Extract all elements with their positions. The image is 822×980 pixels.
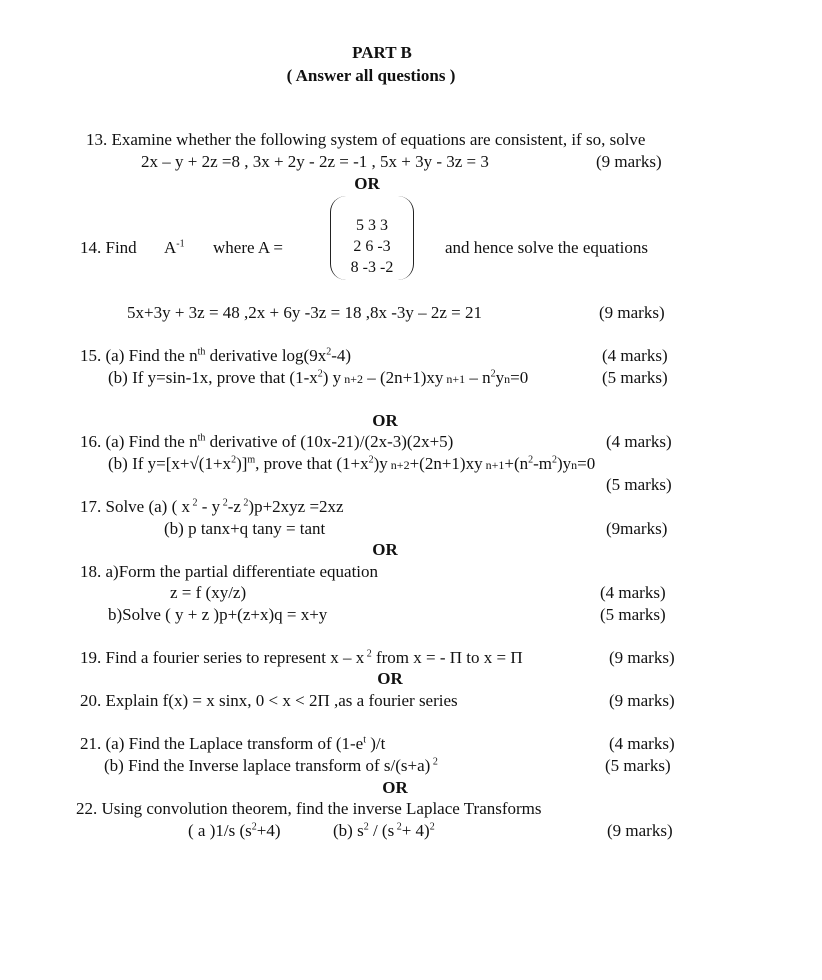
q21-b-marks: (5 marks) [605, 756, 671, 775]
matrix-row: 5 3 3 [356, 217, 388, 234]
or-label: OR [372, 411, 398, 430]
q13-line1: 13. Examine whether the following system of equations are consistent, if so, solve [86, 130, 646, 149]
matrix-row: 2 6 -3 [353, 238, 391, 255]
q13-marks: (9 marks) [596, 152, 662, 171]
q15-part-a: 15. (a) Find the $n^{th}$ derivative $\log(9x^2-4)$ [80, 346, 352, 365]
q19-marks: (9 marks) [609, 648, 675, 667]
q18-a-equation: z = f (xy/z) [170, 583, 247, 602]
q18-part-b: b)Solve ( y + z )p+(z+x)q = x+y [108, 605, 328, 624]
part-subtitle: ( Answer all questions ) [286, 66, 456, 85]
q14-where: where A = [213, 238, 284, 257]
q17-part-b: (b) p tanx+q tany = tant [164, 519, 326, 538]
q14-a-inverse: $A^{-1}$ [164, 238, 185, 257]
q22-text: 22. Using convolution theorem, find the inverse Laplace Transforms [76, 799, 542, 818]
matrix-row: 8 -3 -2 [350, 259, 394, 276]
q14-find: 14. Find [80, 238, 137, 257]
q16-part-b: (b) If $y=[x+√(1+x^2)]^m$, prove that $(1+x^2)y$ n+2+(2n+1)xy $n+1+(n^2-m^2)yn=0$ [108, 454, 596, 473]
q21-part-a: 21. (a) Find the Laplace transform of ($1-e^t$ )/t [80, 734, 386, 753]
q21-part-b: (b) Find the Inverse laplace transform of s/(s+a) $^2$ [104, 756, 438, 775]
or-label: OR [354, 174, 380, 193]
q19-text: 19. Find a fourier series to represent x – x $^2$ from x = - Π to x = Π [80, 648, 523, 667]
q18-a-marks: (4 marks) [600, 583, 666, 602]
or-label: OR [382, 778, 408, 797]
or-label: OR [377, 669, 403, 688]
part-title: PART B [352, 43, 412, 62]
q22-marks: (9 marks) [607, 821, 673, 840]
q13-equations: 2x – y + 2z =8 , 3x + 2y - 2z = -1 , 5x + 3y - 3z = 3 [141, 152, 489, 171]
q17-part-a: 17. Solve (a) ( x $^2$ - y $^2$-z $^2$)p+2xyz =2xz [80, 497, 344, 516]
q20-text: 20. Explain f(x) = x sinx, 0 < x < 2Π ,as a fourier series [80, 691, 458, 710]
q16-a-marks: (4 marks) [606, 432, 672, 451]
q17-marks: (9marks) [606, 519, 668, 538]
q15-part-b: (b) If y=sin-1x, prove that $(1-x^2)$ y n+2 – (2n+1)xy $n+1 - n^2yn=0$ [108, 368, 529, 387]
q16-b-marks: (5 marks) [606, 475, 672, 494]
q15-a-marks: (4 marks) [602, 346, 668, 365]
q22-part-a: ( a )1/s $(s^2+4)$ [188, 821, 281, 840]
q20-marks: (9 marks) [609, 691, 675, 710]
q22-part-b: (b) $s^2 / (s$ $^2$+ 4)$^2$ [333, 821, 435, 840]
q14-equations: 5x+3y + 3z = 48 ,2x + 6y -3z = 18 ,8x -3y – 2z = 21 [127, 303, 482, 322]
q14-hence: and hence solve the equations [445, 238, 648, 257]
q18-b-marks: (5 marks) [600, 605, 666, 624]
q18-part-a: 18. a)Form the partial differentiate equation [80, 562, 379, 581]
q14-marks: (9 marks) [599, 303, 665, 322]
matrix-a [330, 196, 414, 280]
or-label: OR [372, 540, 398, 559]
q15-b-marks: (5 marks) [602, 368, 668, 387]
q16-part-a: 16. (a) Find the $n^{th}$ derivative of (10x-21)/(2x-3)(2x+5) [80, 432, 454, 451]
q21-a-marks: (4 marks) [609, 734, 675, 753]
